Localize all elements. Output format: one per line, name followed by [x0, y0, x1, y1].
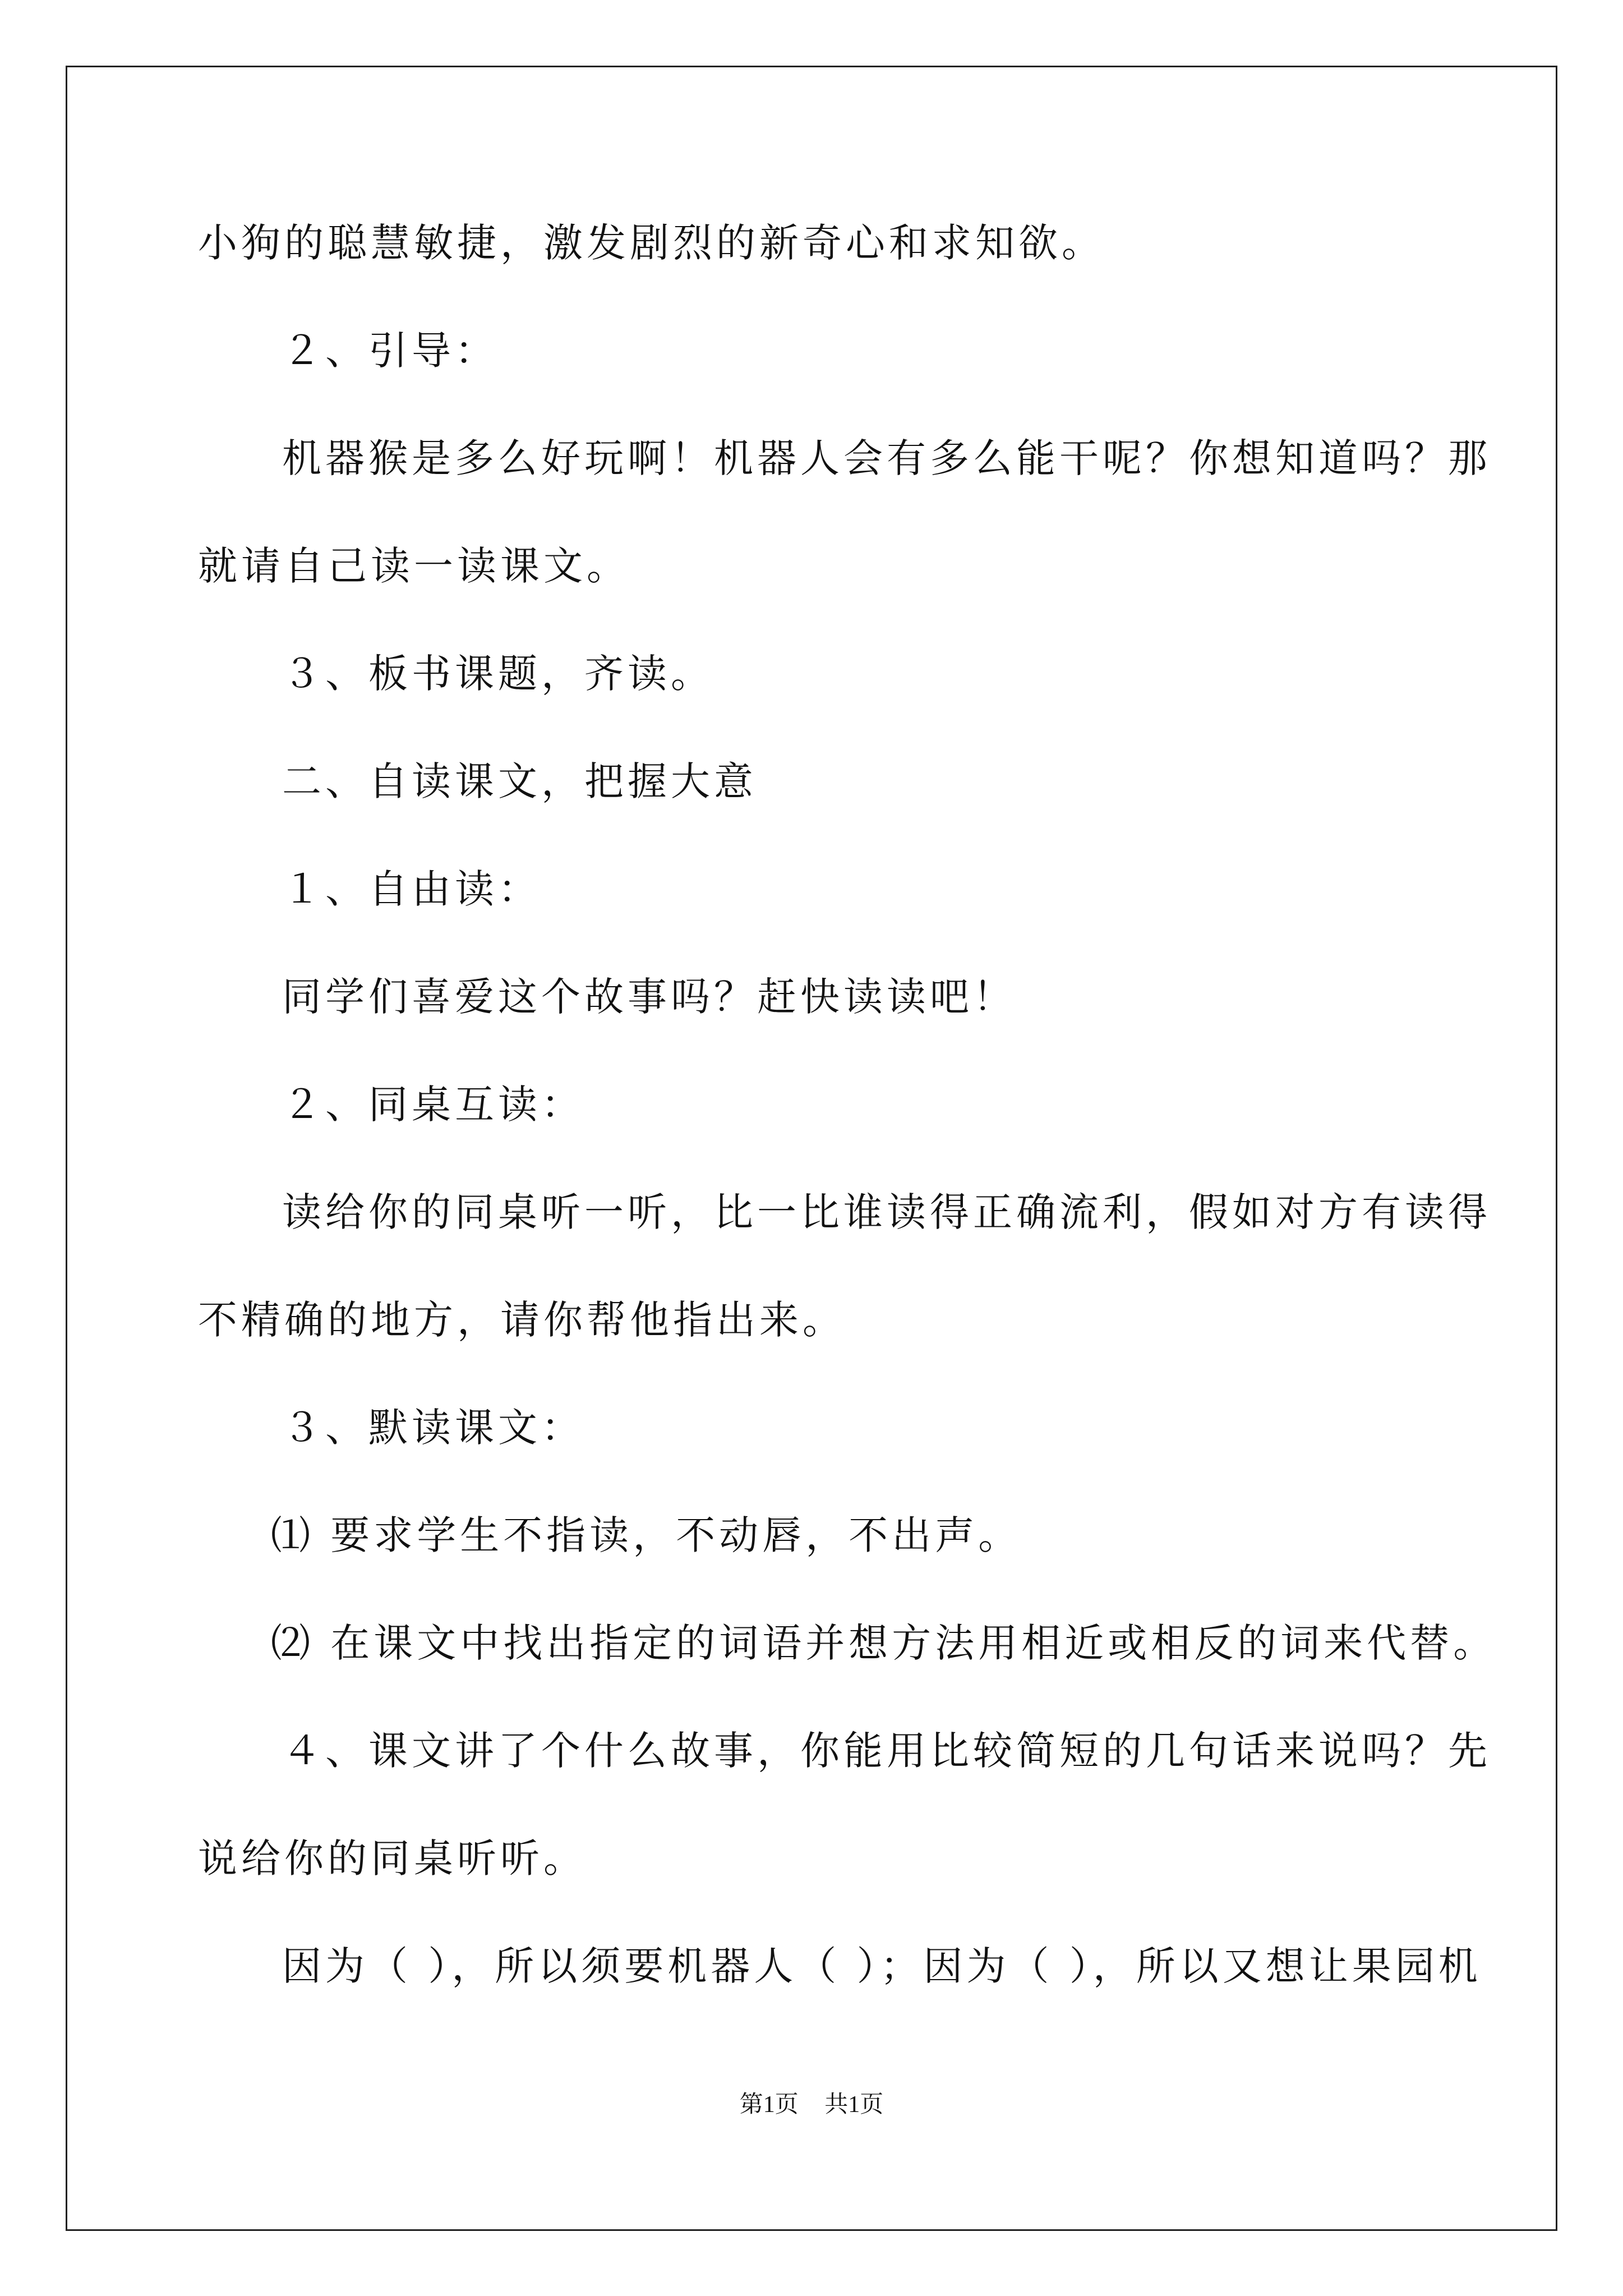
- text-line-7: １、自由读：: [282, 866, 541, 912]
- page-number: 第1页: [739, 2092, 799, 2118]
- text-line-5: ３、板书课题，齐读。: [282, 651, 714, 697]
- text-line-13: ⑴ 要求学生不指读，不动唇，不出声。: [271, 1512, 1022, 1558]
- text-line-11: 不精确的地方，请你帮他指出来。: [198, 1297, 846, 1343]
- text-line-8: 同学们喜爱这个故事吗？赶快读读吧！: [282, 974, 1016, 1020]
- text-line-17: 因为（ ），所以须要机器人（ ）；因为（ ），所以又想让果园机: [282, 1943, 1482, 1989]
- section-heading: 二、自读课文，把握大意: [282, 758, 757, 804]
- text-line-16: 说给你的同桌听听。: [198, 1835, 587, 1881]
- text-line-10: 读给你的同桌听一听，比一比谁读得正确流利，假如对方有读得: [282, 1189, 1491, 1235]
- text-line-4: 就请自己读一读课文。: [198, 543, 630, 589]
- text-line-15: ４、课文讲了个什么故事，你能用比较简短的几句话来说吗？先: [282, 1728, 1491, 1774]
- text-line-12: ３、默读课文：: [282, 1405, 584, 1451]
- text-line-1: 小狗的聪慧敏捷，激发剧烈的新奇心和求知欲。: [198, 220, 1105, 266]
- page-frame: [66, 66, 1557, 2231]
- text-line-2: ２、引导：: [282, 328, 498, 374]
- text-line-14: ⑵ 在课文中找出指定的词语并想方法用相近或相反的词来代替。: [271, 1620, 1497, 1666]
- text-line-9: ２、同桌互读：: [282, 1082, 584, 1128]
- text-line-3: 机器猴是多么好玩啊！机器人会有多么能干呢？你想知道吗？那: [282, 435, 1491, 481]
- page-total: 共1页: [824, 2092, 884, 2118]
- page-footer: [0, 2088, 1623, 2122]
